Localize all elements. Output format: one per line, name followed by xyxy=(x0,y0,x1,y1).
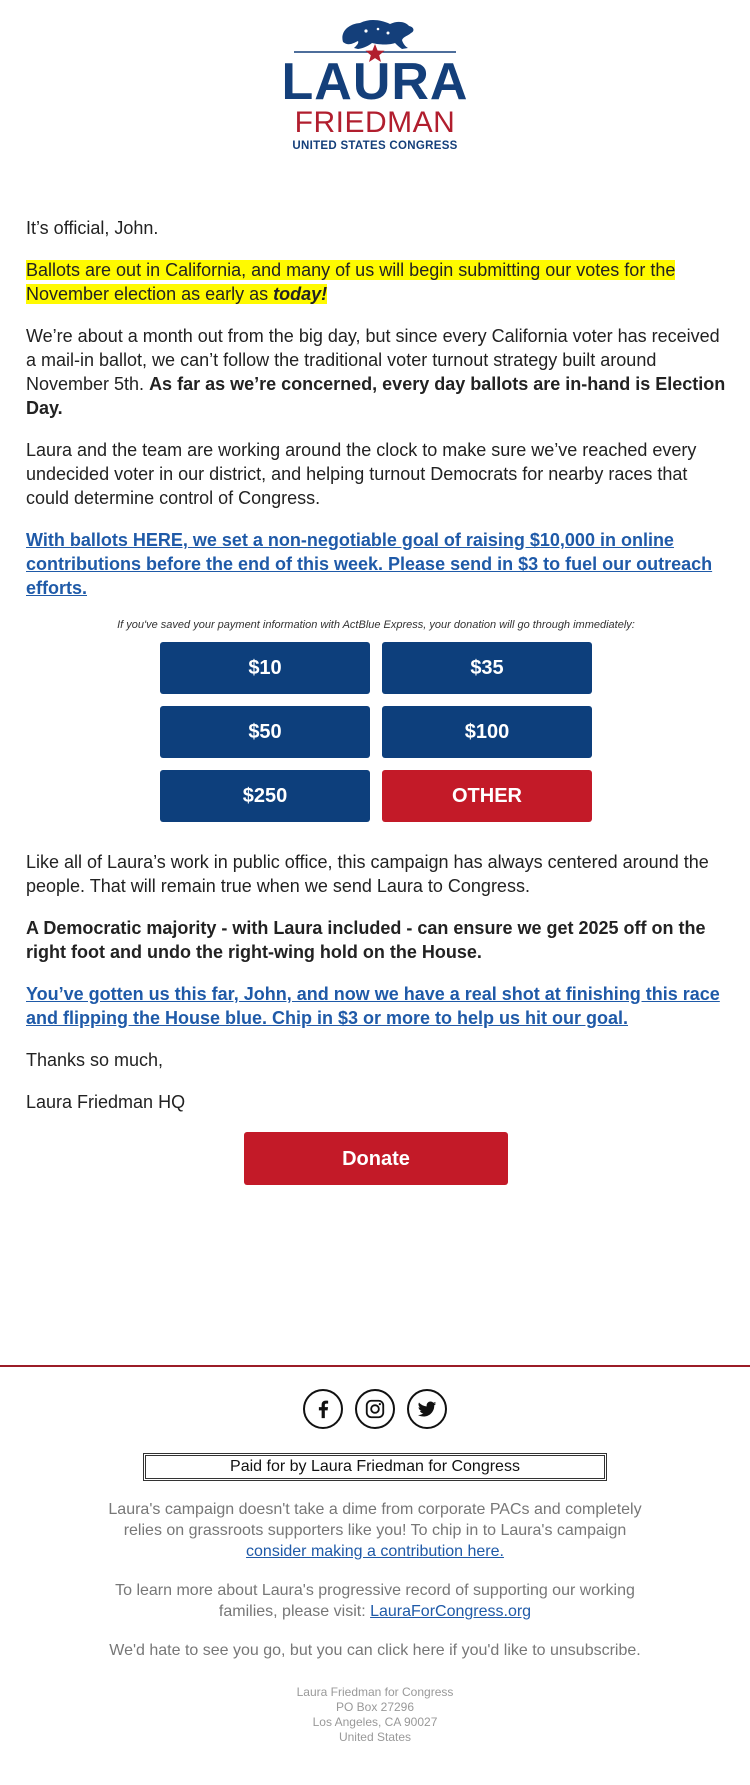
logo-last-name: FRIEDMAN xyxy=(294,106,456,139)
facebook-icon[interactable] xyxy=(303,1389,343,1429)
social-links xyxy=(0,1389,750,1429)
public-office-paragraph: Like all of Laura’s work in public office, this campaign has always centered around the people. That will remain true when we send Laura to Congress. xyxy=(26,852,709,896)
instagram-icon[interactable] xyxy=(355,1389,395,1429)
campaign-logo xyxy=(0,14,750,152)
address-line: United States xyxy=(338,1730,412,1744)
twitter-icon[interactable] xyxy=(407,1389,447,1429)
mail-in-text: We’re about a month out from the big day, but since every California voter has received a mail-in ballot, we can’t follow the traditional voter turnout strategy built around November 5th. xyxy=(26,326,720,394)
actblue-express-note: If you've saved your payment information with ActBlue Express, your donation will go through immediately: xyxy=(117,619,635,631)
email-body xyxy=(26,216,726,1185)
goal-link[interactable]: With ballots HERE, we set a non-negotiable goal of raising $10,000 in online contributions before the end of this week. Please send in $3 to fuel our outreach efforts. xyxy=(26,530,713,598)
learn-more-paragraph xyxy=(95,1580,655,1622)
donate-other-button[interactable]: OTHER xyxy=(382,770,592,822)
grassroots-text: Laura's campaign doesn't take a dime from corporate PACs and completely relies on grassroots supporters like you! To chip in to Laura's campaign xyxy=(108,1501,642,1539)
donate-50-button[interactable]: $50 xyxy=(160,706,370,758)
logo-subtitle: UNITED STATES CONGRESS xyxy=(292,140,458,152)
donate-button[interactable]: Donate xyxy=(244,1132,508,1185)
paid-for-by-box: Paid for by Laura Friedman for Congress xyxy=(143,1453,607,1481)
logo-first-name: LAURA xyxy=(281,53,469,111)
donate-250-button[interactable]: $250 xyxy=(160,770,370,822)
donate-100-button[interactable]: $100 xyxy=(382,706,592,758)
learn-more-text: To learn more about Laura's progressive record of supporting our working families, please visit: xyxy=(115,1582,635,1620)
address-line: Laura Friedman for Congress xyxy=(296,1685,454,1699)
highlighted-paragraph xyxy=(26,258,726,306)
greeting: It’s official, John. xyxy=(26,218,159,238)
email-footer xyxy=(0,1365,750,1745)
donate-10-button[interactable]: $10 xyxy=(160,642,370,694)
mailing-address xyxy=(0,1685,750,1745)
website-link[interactable]: LauraForCongress.org xyxy=(370,1603,532,1620)
majority-paragraph: A Democratic majority - with Laura included - can ensure we get 2025 off on the right foot and undo the right-wing hold on the House. xyxy=(26,918,706,962)
signature: Laura Friedman HQ xyxy=(26,1092,186,1112)
donation-amount-grid xyxy=(160,642,592,822)
team-paragraph: Laura and the team are working around the clock to make sure we’ve reached every undecided voter in our district, and helping turnout Democrats for nearby races that could determine control of Congress. xyxy=(26,440,697,508)
highlight-emphasis: today! xyxy=(273,284,328,304)
mail-in-paragraph xyxy=(26,324,726,420)
address-line: Los Angeles, CA 90027 xyxy=(312,1715,438,1729)
address-line: PO Box 27296 xyxy=(335,1700,415,1714)
grassroots-paragraph xyxy=(95,1499,655,1562)
chip-in-link[interactable]: You’ve gotten us this far, John, and now we have a real shot at finishing this race and flipping the House blue. Chip in $3 or more to help us hit our goal. xyxy=(26,984,720,1028)
unsubscribe-text[interactable]: We'd hate to see you go, but you can click here if you'd like to unsubscribe. xyxy=(109,1642,641,1659)
donate-35-button[interactable]: $35 xyxy=(382,642,592,694)
signoff: Thanks so much, xyxy=(26,1050,164,1070)
contribution-link[interactable]: consider making a contribution here. xyxy=(246,1543,504,1560)
mail-in-bold-text: As far as we’re concerned, every day ballots are in-hand is Election Day. xyxy=(26,374,726,418)
highlight-text: Ballots are out in California, and many of us will begin submitting our votes for the November election as early as xyxy=(26,260,676,304)
